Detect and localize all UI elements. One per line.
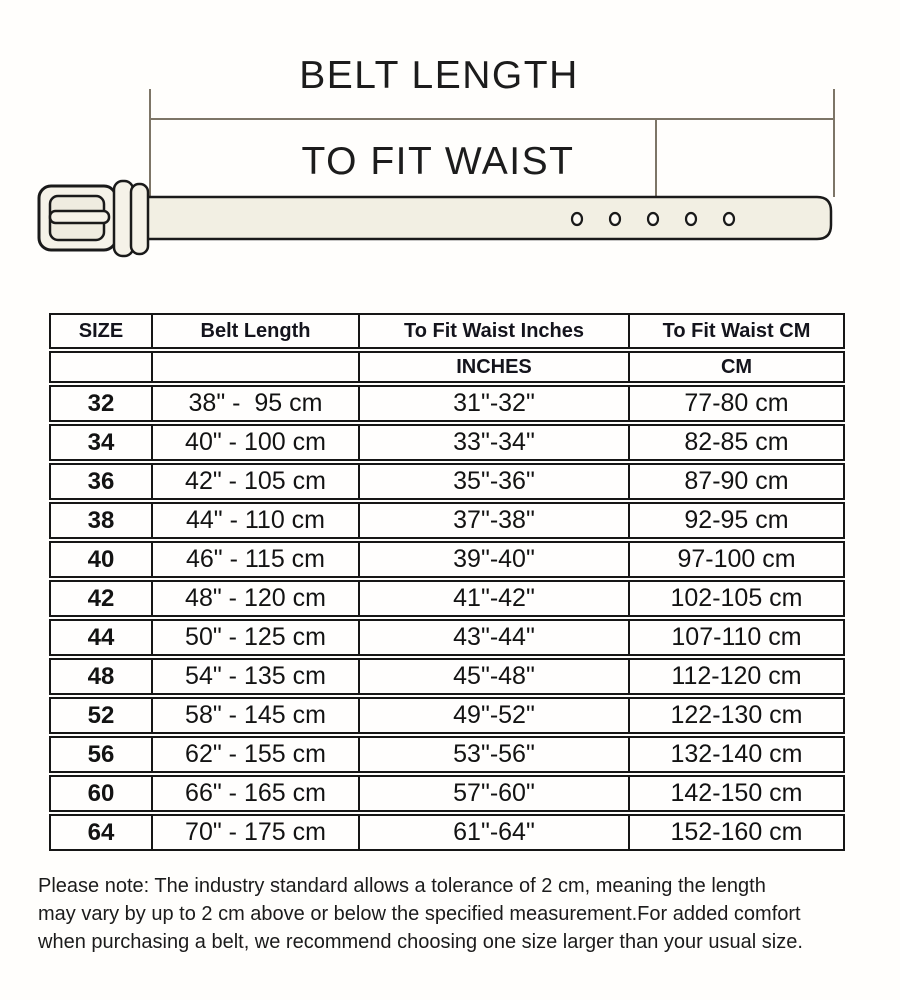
cell-waist-cm: 97-100 cm [677,545,796,573]
cell-belt-length: 44" - 110 cm [153,504,360,537]
cell-belt-length: 50" - 125 cm [153,621,360,654]
table-row [49,541,845,578]
belt-hole [648,213,658,225]
table-row [49,814,845,851]
table-row [49,463,845,500]
cell-waist-cm: 122-130 cm [670,701,803,729]
cell-belt-length: 48" - 120 cm [153,582,360,615]
cell-size: 40 [51,543,153,576]
cell-waist-cm: 132-140 cm [670,740,803,768]
table-row [49,775,845,812]
belt-measurement-diagram [0,0,900,300]
belt-length-label: BELT LENGTH [299,54,579,97]
cell-belt-length: 46" - 115 cm [153,543,360,576]
table-row [49,385,845,422]
cell-belt-length: 66" - 165 cm [153,777,360,810]
cell-size: 36 [51,465,153,498]
cell-waist-inches: 33"-34" [360,426,630,459]
table-row [49,697,845,734]
cell-belt-length: 70" - 175 cm [153,816,360,849]
cell-size: 56 [51,738,153,771]
cell-waist-cm: 102-105 cm [670,584,803,612]
table-row [49,502,845,539]
cell-waist-cm: 112-120 cm [671,662,802,690]
cell-size: 42 [51,582,153,615]
size-table [49,313,845,851]
buckle-prong [50,211,109,223]
cell-waist-inches: 43"-44" [360,621,630,654]
subheader-size [51,353,153,381]
header-waist-inches: To Fit Waist Inches [360,315,630,347]
cell-waist-cm: 107-110 cm [671,623,802,651]
header-size: SIZE [51,315,153,347]
table-subheader-row [49,351,845,383]
cell-belt-length: 62" - 155 cm [153,738,360,771]
cell-waist-inches: 37"-38" [360,504,630,537]
belt-hole [724,213,734,225]
cell-belt-length: 58" - 145 cm [153,699,360,732]
cell-waist-cm: 152-160 cm [670,818,803,846]
cell-waist-inches: 61"-64" [360,816,630,849]
table-row [49,619,845,656]
subheader-cm: CM [720,355,753,378]
belt-hole [572,213,582,225]
buckle-keeper-inner [131,184,148,254]
subheader-belt-length [153,353,360,381]
cell-waist-cm: 77-80 cm [684,389,789,417]
header-belt-length: Belt Length [153,315,360,347]
to-fit-waist-label: TO FIT WAIST [301,140,575,183]
cell-size: 48 [51,660,153,693]
cell-waist-inches: 39"-40" [360,543,630,576]
belt-buckle [39,181,148,256]
cell-belt-length: 40" - 100 cm [153,426,360,459]
cell-waist-cm: 142-150 cm [670,779,803,807]
cell-size: 52 [51,699,153,732]
cell-size: 38 [51,504,153,537]
cell-waist-inches: 53"-56" [360,738,630,771]
cell-size: 64 [51,816,153,849]
note-line: Please note: The industry standard allows a tolerance of 2 cm, meaning the length [38,875,766,897]
table-row [49,580,845,617]
note-line: may vary by up to 2 cm above or below the specified measurement.For added comfort [38,903,801,925]
subheader-inches: INCHES [360,353,630,381]
cell-belt-length: 42" - 105 cm [153,465,360,498]
cell-waist-inches: 45"-48" [360,660,630,693]
note-line: when purchasing a belt, we recommend choosing one size larger than your usual size. [38,931,803,953]
table-header-row [49,313,845,349]
cell-waist-cm: 92-95 cm [684,506,789,534]
cell-waist-cm: 87-90 cm [684,467,789,495]
table-row [49,658,845,695]
cell-belt-length: 38" - 95 cm [153,387,360,420]
cell-waist-inches: 49"-52" [360,699,630,732]
cell-waist-inches: 41"-42" [360,582,630,615]
cell-belt-length: 54" - 135 cm [153,660,360,693]
cell-size: 32 [51,387,153,420]
belt-hole [686,213,696,225]
cell-waist-inches: 57"-60" [360,777,630,810]
belt-hole [610,213,620,225]
cell-waist-inches: 35"-36" [360,465,630,498]
cell-size: 44 [51,621,153,654]
tolerance-note [38,872,803,956]
table-row [49,736,845,773]
cell-size: 60 [51,777,153,810]
table-row [49,424,845,461]
header-waist-cm: To Fit Waist CM [662,319,811,342]
cell-waist-cm: 82-85 cm [684,428,789,456]
cell-size: 34 [51,426,153,459]
cell-waist-inches: 31"-32" [360,387,630,420]
